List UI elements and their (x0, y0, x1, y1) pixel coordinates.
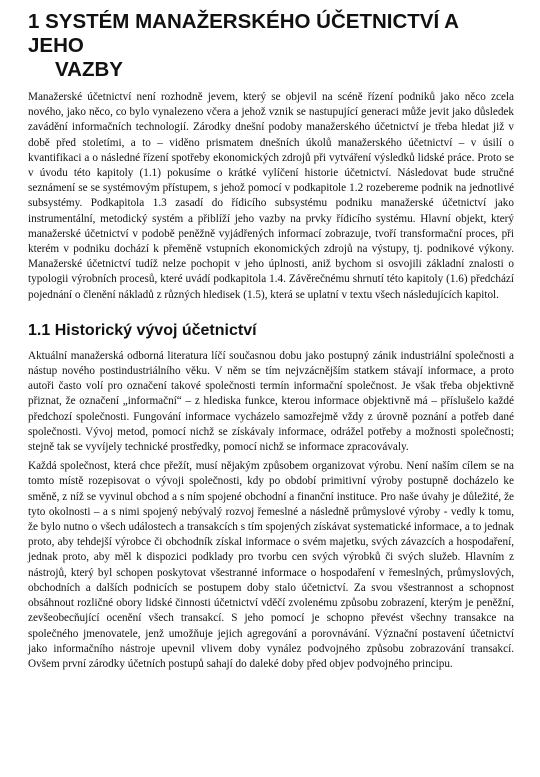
section-paragraph-1: Aktuální manažerská odborná literatura líčí současnou dobu jako postupný zánik industriální společnosti a nástup nového postindustriálního věku. V něm se tím nejvzácnějším statkem stávají informace, a proto autoři často volí pro označení takové společnosti termín informační společnost. Je však třeba objektivně přiznat, že označení „informační“ – z hlediska funkce, kterou informace objektivně má – příslušelo každé předchozí společnosti. Fungování informace vycházelo samozřejmě vždy z úrovně poznání a potřeb dané společnosti. Vývoj metod, pomocí nichž se získávaly informace, odrážel potřeby a možnosti společnosti; stejně tak se vyvíjely technické prostředky, pomocí nichž se informace zpracovávaly. (28, 349, 514, 454)
section-heading: 1.1 Historický vývoj účetnictví (28, 321, 257, 339)
chapter-heading-line2: VAZBY (55, 58, 123, 81)
section-paragraph-2: Každá společnost, která chce přežít, musí nějakým způsobem organizovat výrobu. Není naším cílem se na tomto místě rozepisovat o vývoji společnosti, kdy po období primitivní výroby postupně docházelo ke směně, z níž se vyvinul obchod a s ním spojené obchodní a finanční instituce. Pro naše úvahy je důležité, že tyto okolnosti – a s nimi spojený nebývalý rozvoj řemeslné a následně průmyslové výroby - vedly k tomu, že bylo nutno o všech událostech a transakcích s tím spojených získávat systematické informace, a to jednak proto, aby tehdejší výrobce či obchodník získal informace o svém majetku, svých závazcích a hospodaření, jednak proto, aby měl k dispozici podklady pro tvorbu cen svých výrobků či svých služeb. Hlavním z nástrojů, který byl schopen poskytovat všestranné informace o hospodaření v řemeslných, průmyslových, obchodních a dalších podnicích se postupem doby stalo účetnictví. Za svou všestrannost a schopnost obsáhnout rozličné obory lidské činnosti účetnictví vděčí zvolenému způsobu zobrazení, kterým je peněžní, zevšeobecňující ocenění všech transakcí. S jeho pomocí je schopno převést všechny transakce na společného jmenovatele, jenž umožňuje jejich agregování a porovnávání. Význační postavení účetnictví jako informačního nástroje upevnil vlivem doby vynález podvojného způsobu zobrazování transakcí. Ovšem první zárodky účetních postupů sahají do daleké doby před objev podvojného principu. (28, 460, 514, 670)
chapter-heading (28, 10, 514, 82)
chapter-heading-line1: 1 SYSTÉM MANAŽERSKÉHO ÚČETNICTVÍ A JEHO (28, 10, 459, 57)
chapter-intro-paragraph: Manažerské účetnictví není rozhodně jevem, který se objevil na scéně řízení podniků jako něco zcela nového, jako něco, co bylo vynalezeno včera a jehož vznik se nastupující generaci může jevit jako důsledek zavádění informačních technologií. Zárodky dnešní podoby manažerského účetnictví je třeba hledat již v době před stoletími, a to – viděno prismatem dnešních úkolů manažerského účetnictví – v úsilí o kvantifikaci a o následné řízení spotřeby ekonomických zdrojů při vytváření výsledků lidské práce. Proto se v úvodu této kapitoly (1.1) pokusíme o krátké vylíčení historie účetnictví. Následovat bude stručné seznámení se se systémovým přístupem, s jehož pomocí v podkapitole 1.2 rozebereme podnik na jednotlivé subsystémy. Podkapitola 1.3 zasadí do řídicího subsystému podniku manažerské účetnictví jako instrumentální, metodický systém a přiblíží jeho vazby na prvky řídicího systému. Hlavní objekt, který manažerské účetnictví v podobě peněžně vyjádřených informací zobrazuje, tvoří transformační proces, při kterém v podniku dochází k přeměně vstupních ekonomických zdrojů na výstupy, tj. podnikové výkony. Manažerské účetnictví tudíž nelze pochopit v jeho úplnosti, aniž bychom si osvojili základní znalosti o typologii výrobních procesů, které uvádí podkapitola 1.4. Závěrečnému shrnutí této kapitoly (1.6) předchází pojednání o členění nákladů z různých hledisek (1.5), která se uplatní v textu všech následujících kapitol. (28, 91, 514, 301)
